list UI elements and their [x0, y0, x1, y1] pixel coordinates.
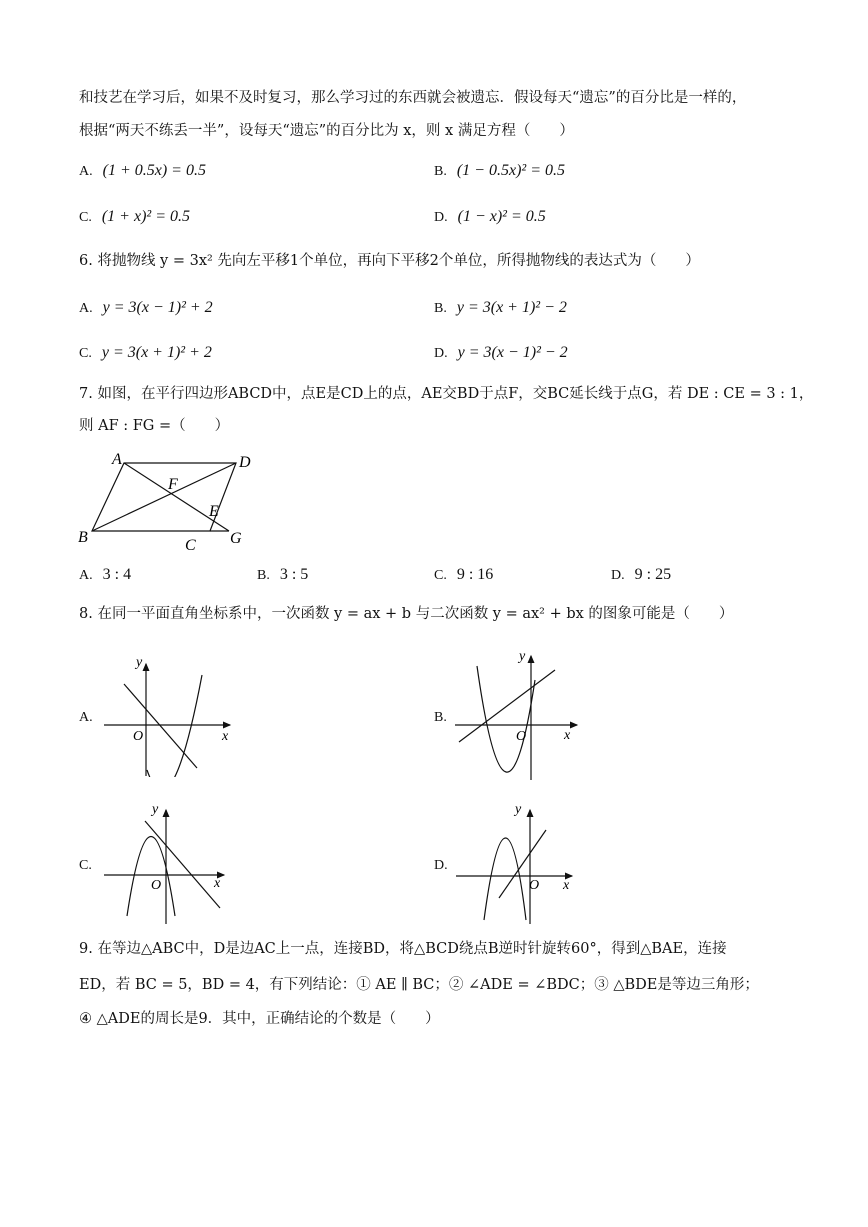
q5-option-d[interactable]: [434, 209, 546, 225]
q8-option-d-label[interactable]: D.: [434, 858, 448, 873]
q7-option-a[interactable]: [79, 567, 131, 583]
option-expr: y = 3(x + 1)² + 2: [101, 344, 212, 361]
option-expr: 3 : 4: [102, 566, 132, 583]
option-label: C.: [79, 210, 92, 225]
parabola-curve: [484, 838, 526, 920]
q9-stem-line1: 9. 在等边△ABC中，D是边AC上一点，连接BD，将△BCD绕点B逆时针旋转60°，得到△BAE，连接: [79, 941, 727, 957]
option-label: A.: [79, 301, 93, 316]
option-expr: (1 − x)² = 0.5: [457, 208, 546, 225]
origin-label: O: [133, 729, 144, 744]
option-label: B.: [257, 568, 270, 583]
q5-option-a[interactable]: [79, 163, 206, 179]
option-label: A.: [79, 568, 93, 583]
option-expr: 3 : 5: [279, 566, 309, 583]
q6-option-c[interactable]: [79, 345, 212, 361]
parabola-curve: [127, 837, 175, 917]
q7-stem-line2: 则 AF : FG =（ ）: [79, 418, 230, 434]
origin-label: O: [151, 878, 162, 893]
x-axis-label: x: [563, 878, 570, 893]
point-label-a: A: [112, 451, 122, 468]
option-label: B.: [434, 301, 447, 316]
option-expr: (1 + x)² = 0.5: [101, 208, 190, 225]
option-label: C.: [434, 568, 447, 583]
point-label-b: B: [78, 529, 88, 546]
origin-label: O: [529, 878, 540, 893]
q7-option-c[interactable]: [434, 567, 493, 583]
option-expr: 9 : 16: [456, 566, 494, 583]
q7-parallelogram-figure: [76, 448, 256, 553]
point-label-e: E: [209, 503, 219, 520]
q8-option-d-graph[interactable]: [454, 800, 579, 925]
option-label: A.: [79, 164, 93, 179]
option-expr: y = 3(x − 1)² − 2: [457, 344, 568, 361]
q8-option-c-graph[interactable]: [100, 800, 235, 925]
q8-option-a-label[interactable]: A.: [79, 710, 93, 725]
q8-option-b-label[interactable]: B.: [434, 710, 447, 725]
q7-stem-line1: 7. 如图，在平行四边形ABCD中，点E是CD上的点，AE交BD于点F，交BC延长线于点G，若 DE : CE = 3 : 1，: [79, 386, 814, 402]
y-axis-label: y: [136, 655, 143, 670]
q6-option-a[interactable]: [79, 300, 213, 316]
q6-option-d[interactable]: [434, 345, 568, 361]
x-axis-label: x: [564, 728, 571, 743]
q5-stem-line1: 和技艺在学习后，如果不及时复习，那么学习过的东西就会被遗忘．假设每天“遗忘”的百分比是一样的，: [79, 90, 747, 106]
straight-line: [124, 684, 197, 768]
option-label: D.: [434, 210, 448, 225]
q9-stem-line2: ED，若 BC = 5，BD = 4，有下列结论：① AE ∥ BC；② ∠ADE = ∠BDC；③ △BDE是等边三角形；: [79, 977, 759, 993]
y-axis-label: y: [519, 649, 526, 664]
q8-option-a-graph[interactable]: [100, 652, 240, 777]
q5-option-c[interactable]: [79, 209, 190, 225]
q6-stem: 6. 将抛物线 y = 3x² 先向左平移1个单位，再向下平移2个单位，所得抛物线的表达式为（ ）: [79, 253, 700, 269]
q8-option-b-graph[interactable]: [453, 646, 583, 781]
option-label: C.: [79, 346, 92, 361]
point-label-c: C: [185, 537, 196, 553]
y-axis-label: y: [515, 802, 522, 817]
x-axis-label: x: [214, 876, 221, 891]
straight-line: [145, 821, 220, 908]
q8-option-c-label[interactable]: C.: [79, 858, 92, 873]
option-label: B.: [434, 164, 447, 179]
option-label: D.: [434, 346, 448, 361]
point-label-f: F: [168, 476, 178, 493]
option-expr: (1 − 0.5x)² = 0.5: [456, 162, 565, 179]
option-expr: (1 + 0.5x) = 0.5: [102, 162, 206, 179]
x-axis-label: x: [222, 729, 229, 744]
point-label-g: G: [230, 530, 242, 547]
y-axis-label: y: [152, 802, 159, 817]
option-expr: y = 3(x − 1)² + 2: [102, 299, 213, 316]
q6-option-b[interactable]: [434, 300, 567, 316]
straight-line: [459, 670, 555, 742]
parabola-curve: [477, 666, 535, 772]
parabola-curve: [147, 675, 202, 777]
option-expr: y = 3(x + 1)² − 2: [456, 299, 567, 316]
q5-stem-line2: 根据“两天不练丢一半”，设每天“遗忘”的百分比为 x，则 x 满足方程（ ）: [79, 123, 574, 139]
option-expr: 9 : 25: [634, 566, 672, 583]
option-label: D.: [611, 568, 625, 583]
q8-stem: 8. 在同一平面直角坐标系中，一次函数 y = ax + b 与二次函数 y = ax² + bx 的图象可能是（ ）: [79, 606, 734, 622]
origin-label: O: [516, 729, 527, 744]
q7-option-d[interactable]: [611, 567, 671, 583]
q9-stem-line3: ④ △ADE的周长是9．其中，正确结论的个数是（ ）: [79, 1011, 440, 1027]
point-label-d: D: [239, 454, 251, 471]
q7-option-b[interactable]: [257, 567, 308, 583]
q5-option-b[interactable]: [434, 163, 565, 179]
